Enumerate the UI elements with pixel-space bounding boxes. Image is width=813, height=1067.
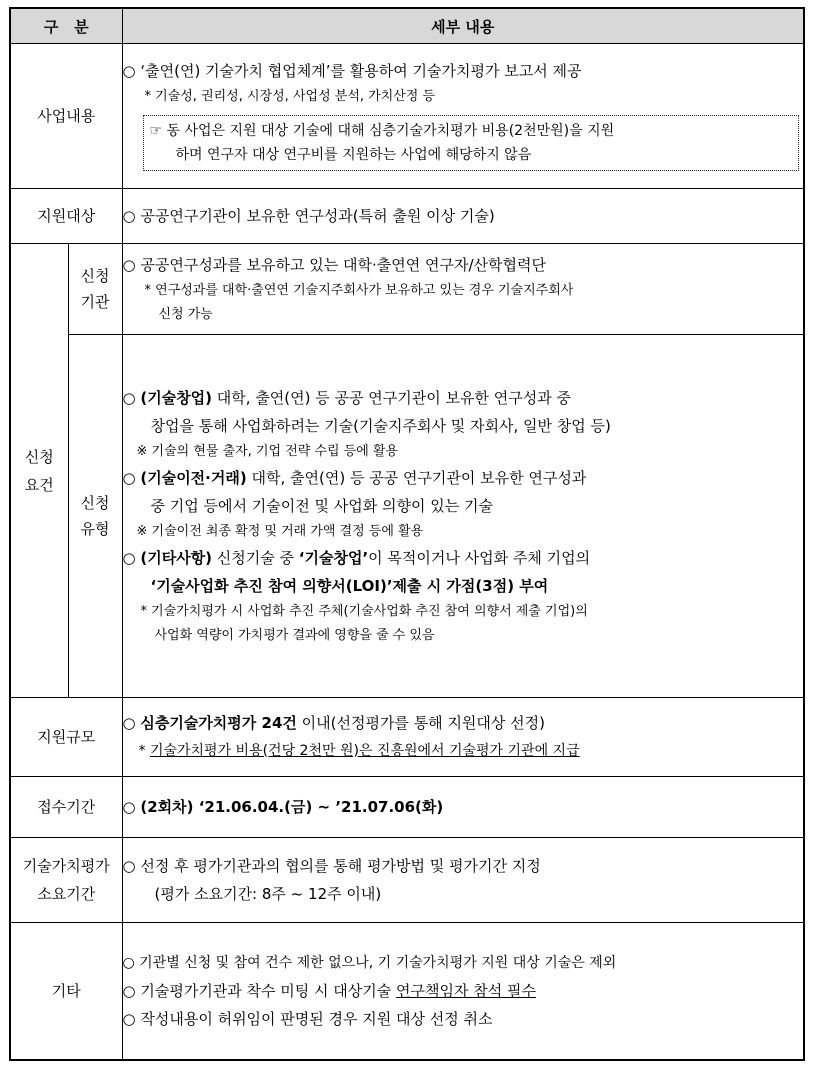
label-scale: 지원규모: [10, 698, 122, 777]
scale-line1-text: 이내(선정평가를 통해 지원대상 선정): [296, 714, 546, 732]
label-type-1: 신청: [80, 494, 110, 512]
period-text: (2회차) ‘21.06.04.(금) ~ ’21.07.06(화): [140, 798, 444, 816]
label-duration-2: 소요기간: [37, 885, 96, 903]
period-content: [122, 777, 804, 838]
type-c-text2: 이 목적이거나 사업화 주체 기업의: [368, 549, 591, 567]
type-b-line2: 중 기업 등에서 기술이전 및 사업화 의향이 있는 기술: [150, 497, 493, 515]
scale-line1: ○ 심층기술가치평가 24건 이내(선정평가를 통해 지원대상 선정): [122, 714, 546, 732]
other-line2: [123, 977, 804, 1005]
info-table: [9, 7, 805, 1061]
type-c-line2-text: ‘기술사업화 추진 참여 의향서(LOI)’제출 시 가점(3점) 부여: [150, 577, 549, 595]
type-c-text1: 신청기술 중: [212, 549, 299, 567]
label-target: 지원대상: [10, 189, 122, 244]
type-c-note1: * 기술가치평가 시 사업화 추진 주체(기술사업화 추진 참여 의향서 제출 기업)의: [140, 604, 588, 619]
other-content: [122, 923, 804, 1061]
scale-note: 기술가치평가 비용(건당 2천만 원)은 진흥원에서 기술평가 기관에 지급: [149, 743, 580, 759]
row-period: [10, 777, 804, 838]
business-note: * 기술성, 권리성, 시장성, 사업성 분석, 가치산정 등: [144, 89, 436, 104]
row-scale: [10, 698, 804, 777]
header-details: 세부 내용: [122, 8, 804, 44]
business-notice-box: [143, 115, 800, 171]
type-b-title: (기술이전·거래): [140, 469, 247, 487]
label-business: 사업내용: [10, 44, 122, 189]
type-b-text: 대학, 출연(연) 등 공공 연구기관이 보유한 연구성과: [246, 469, 587, 487]
type-c-note2: 사업화 역량이 가치평가 결과에 영향을 줄 수 있음: [154, 628, 435, 643]
label-period: 접수기간: [10, 777, 122, 838]
row-institution: [10, 244, 804, 335]
row-type: [10, 335, 804, 698]
label-type: [68, 335, 122, 698]
duration-line2: (평가 소요기간: 8주 ~ 12주 이내): [154, 885, 382, 903]
type-a-ref: ※ 기술의 현물 출자, 기업 전략 수립 등에 활용: [136, 444, 399, 459]
type-c-line1: ○ (기타사항) 신청기술 중 ‘기술창업’이 목적이거나 사업화 주체 기업의: [122, 549, 591, 567]
type-c-line2: [123, 572, 804, 600]
other-line2-text: ○ 기술평가기관과 착수 미팅 시 대상기술: [122, 982, 397, 1000]
type-a-line2: 창업을 통해 사업화하려는 기술(기술지주회사 및 자회사, 일반 창업 등): [150, 417, 611, 435]
label-institution-1: 신청: [80, 267, 110, 285]
target-line1: ○ 공공연구기관이 보유한 연구성과(특허 출원 이상 기술): [122, 207, 495, 225]
header-category: 구 분: [10, 8, 122, 44]
business-box-line1: ☞ 동 사업은 지원 대상 기술에 대해 심층기술가치평가 비용(2천만원)을 지원: [149, 123, 615, 139]
type-b-ref: ※ 기술이전 최종 확정 및 거래 가액 결정 등에 활용: [136, 524, 424, 539]
other-line3: ○ 작성내용이 허위임이 판명된 경우 지원 대상 선정 취소: [122, 1010, 493, 1028]
label-duration-1: 기술가치평가: [22, 857, 110, 875]
label-duration: [10, 838, 122, 923]
scale-note-line: * 기술가치평가 비용(건당 2천만 원)은 진흥원에서 기술평가 기관에 지급: [138, 743, 580, 759]
type-a-line1: ○ (기술창업) 대학, 출연(연) 등 공공 연구기관이 보유한 연구성과 중: [122, 389, 571, 407]
period-line1: ○ (2회차) ‘21.06.04.(금) ~ ’21.07.06(화): [122, 798, 444, 816]
duration-content: [122, 838, 804, 923]
label-institution: [68, 244, 122, 335]
scale-content: [122, 698, 804, 777]
type-a-text: 대학, 출연(연) 등 공공 연구기관이 보유한 연구성과 중: [212, 389, 571, 407]
business-box-line2: 하며 연구자 대상 연구비를 지원하는 사업에 해당하지 않음: [175, 147, 532, 163]
institution-content: [122, 244, 804, 335]
institution-note2: 신청 가능: [158, 307, 213, 322]
other-line2-underlined: 연구책임자 참석 필수: [396, 982, 536, 1000]
label-institution-2: 기관: [80, 293, 110, 311]
row-duration: [10, 838, 804, 923]
type-b-line1: ○ (기술이전·거래) 대학, 출연(연) 등 공공 연구기관이 보유한 연구성과: [122, 469, 587, 487]
row-other: [10, 923, 804, 1061]
business-content: [122, 44, 804, 189]
scale-line1-bold: 심층기술가치평가 24건: [140, 714, 297, 732]
type-a-title: (기술창업): [140, 389, 213, 407]
business-line1: ○ ‘출연(연) 기술가치 협업체계’를 활용하여 기술가치평가 보고서 제공: [122, 62, 582, 80]
institution-note1: * 연구성과를 대학·출연연 기술지주회사가 보유하고 있는 경우 기술지주회사: [144, 283, 574, 298]
label-requirements: [10, 244, 68, 698]
label-requirements-2: 요건: [24, 475, 54, 494]
label-type-2: 유형: [80, 520, 110, 538]
duration-line1: ○ 선정 후 평가기관과의 협의를 통해 평가방법 및 평가기간 지정: [122, 857, 541, 875]
institution-line1: ○ 공공연구성과를 보유하고 있는 대학·출연연 연구자/산학협력단: [122, 256, 546, 274]
type-content: [122, 335, 804, 698]
type-c-bold2: ‘기술창업’: [298, 549, 369, 567]
row-business: [10, 44, 804, 189]
target-content: [122, 189, 804, 244]
label-other: 기타: [10, 923, 122, 1061]
table-header: [10, 8, 804, 44]
row-target: [10, 189, 804, 244]
other-line1: ○ 기관별 신청 및 참여 건수 제한 없으나, 기 기술가치평가 지원 대상 기술은 제외: [122, 955, 617, 971]
type-c-title: (기타사항): [140, 549, 213, 567]
label-requirements-1: 신청: [24, 447, 54, 466]
